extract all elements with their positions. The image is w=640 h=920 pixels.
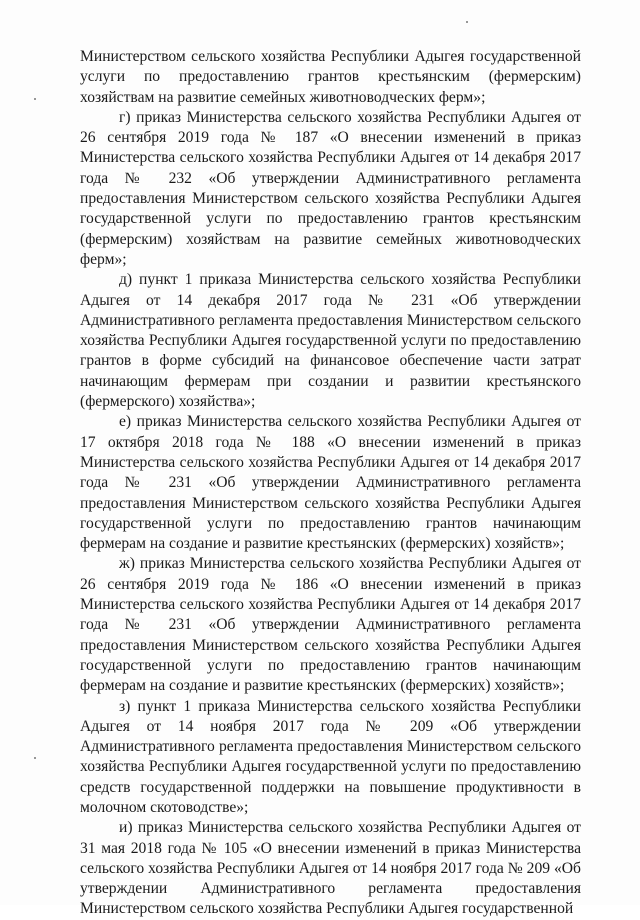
paragraph-item-z: з) пункт 1 приказа Министерства сельского хозяйства Республики Адыгея от 14 ноября 2017 года № 209 «Об утверждении Административного регламента предоставления Министерством сельского хозяйства Республики Адыгея государственной услуги по предоставлению средств государственной поддержки на повышение продуктивности в молочном скотоводстве»; — [80, 697, 581, 816]
scan-speck — [34, 757, 36, 759]
paragraph-item-e: е) приказ Министерства сельского хозяйства Республики Адыгея от 17 октября 2018 года № 188 «О внесении изменений в приказ Министерства сельского хозяйства Республики Адыгея от 14 декабря 2017 года № 231 «Об утверждении Административного регламента предоставления Министерством сельского хозяйства Республики Адыгея государственной услуги по предоставлению грантов начинающим фермерам на создание и развитие крестьянских (фермерских) хозяйств»; — [80, 413, 581, 553]
scan-speck — [34, 98, 36, 100]
paragraph-item-g: г) приказ Министерства сельского хозяйства Республики Адыгея от 26 сентября 2019 года № 187 «О внесении изменений в приказ Министерства сельского хозяйства Республики Адыгея от 14 декабря 2017 года № 232 «Об утверждении Административного регламента предоставления Министерством сельского хозяйства Республики Адыгея государственной услуги по предоставлению грантов крестьянским (фермерским) хозяйствам на развитие семейных животноводческих ферм»; — [80, 108, 581, 268]
paragraph-item-d: д) пункт 1 приказа Министерства сельского хозяйства Республики Адыгея от 14 декабря 2017 года № 231 «Об утверждении Административного регламента предоставления Министерством сельского хозяйства Республики Адыгея государственной услуги по предоставлению грантов в форме субсидий на финансовое обеспечение части затрат начинающим фермерам при создании и развитии крестьянского (фермерского) хозяйства»; — [80, 271, 581, 411]
scan-speck — [466, 21, 468, 23]
paragraph-item-zh: ж) приказ Министерства сельского хозяйства Республики Адыгея от 26 сентября 2019 года № 186 «О внесении изменений в приказ Министерства сельского хозяйства Республики Адыгея от 14 декабря 2017 года № 231 «Об утверждении Административного регламента предоставления Министерством сельского хозяйства Республики Адыгея государственной услуги по предоставлению грантов начинающим фермерам на создание и развитие крестьянских (фермерских) хозяйств»; — [80, 555, 581, 695]
paragraph-continuation: Министерством сельского хозяйства Республики Адыгея государственной услуги по предоставлению грантов крестьянским (фермерским) хозяйствам на развитие семейных животноводческих ферм»; — [80, 48, 581, 106]
paragraph-item-i: и) приказ Министерства сельского хозяйства Республики Адыгея от 31 мая 2018 года № 105 «О внесении изменений в приказ Министерства сельского хозяйства Республики Адыгея от 14 ноября 2017 года № 209 «Об утверждении Административного регламента предоставления Министерством сельского хозяйства Республики Адыгея государственной — [80, 819, 581, 918]
document-body — [80, 47, 581, 920]
